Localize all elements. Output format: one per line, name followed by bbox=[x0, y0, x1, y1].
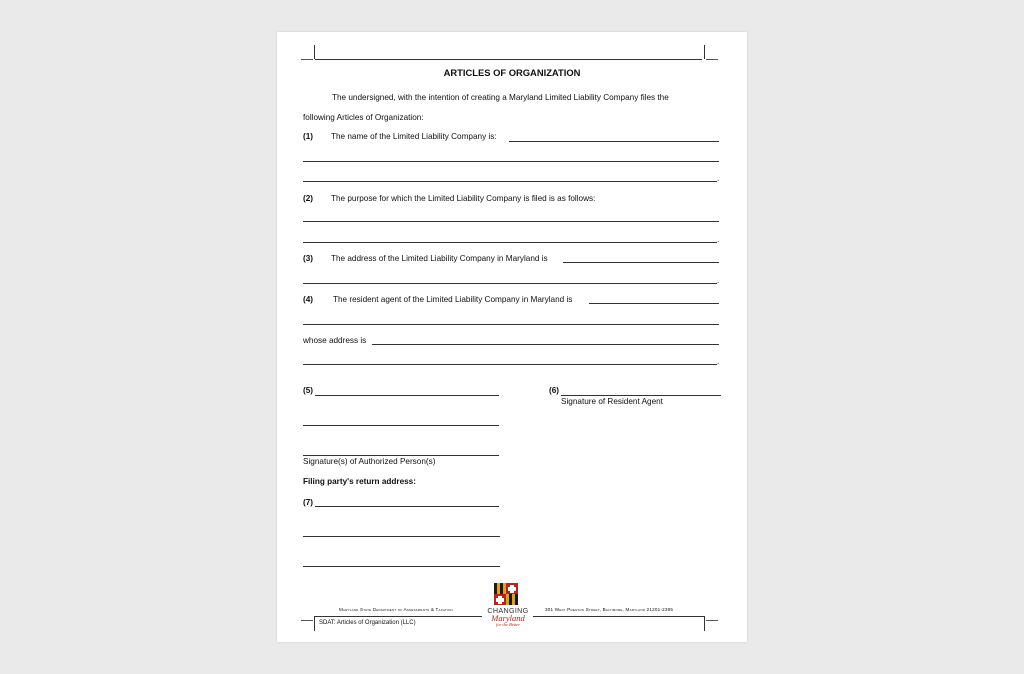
item-1-blank-line-2[interactable] bbox=[303, 161, 719, 162]
item-6-number: (6) bbox=[549, 386, 560, 395]
item-2-number: (2) bbox=[303, 194, 314, 203]
item-5-blank[interactable] bbox=[315, 395, 499, 396]
logo-maryland: Maryland bbox=[491, 613, 525, 623]
item-4-number: (4) bbox=[303, 295, 314, 304]
item-2-text: The purpose for which the Limited Liability Company is filed is as follows: bbox=[331, 194, 596, 203]
intro-line-1: The undersigned, with the intention of creating a Maryland Limited Liability Company files the bbox=[332, 93, 669, 102]
item-2-period: . bbox=[717, 235, 720, 244]
footer-address: 301 West Preston Street, Baltimore, Maryland 21201-2395 bbox=[545, 607, 674, 612]
whose-address-blank-line-2[interactable] bbox=[303, 364, 717, 365]
item-1-period: . bbox=[717, 174, 720, 183]
item-1-number: (1) bbox=[303, 132, 314, 141]
item-2-blank-line-1[interactable] bbox=[303, 221, 719, 222]
item-2-blank-line-2[interactable] bbox=[303, 242, 717, 243]
header-rule-right bbox=[706, 59, 718, 60]
header-tick-right bbox=[704, 45, 705, 59]
header-rule bbox=[315, 59, 702, 60]
item-7-blank-line-3[interactable] bbox=[303, 566, 500, 567]
item-7-blank-line-2[interactable] bbox=[303, 536, 500, 537]
item-4-blank-line-2[interactable] bbox=[303, 324, 719, 325]
footer-rule-left bbox=[301, 620, 313, 621]
item-1-blank-line-3[interactable] bbox=[303, 181, 717, 182]
document-page bbox=[277, 32, 747, 642]
footer-box-right bbox=[704, 616, 705, 631]
logo-tagline: for the Better bbox=[496, 622, 520, 627]
item-3-blank[interactable] bbox=[563, 262, 719, 263]
item-7-blank[interactable] bbox=[315, 506, 499, 507]
footer-rule-right bbox=[706, 620, 718, 621]
footer-box-top bbox=[314, 616, 482, 617]
item-4-text: The resident agent of the Limited Liability Company in Maryland is bbox=[333, 295, 573, 304]
form-label: SDAT: Articles of Organization (LLC) bbox=[319, 620, 416, 626]
item-3-blank-line-2[interactable] bbox=[303, 283, 717, 284]
whose-address-period: . bbox=[717, 357, 720, 366]
item-6-blank[interactable] bbox=[561, 395, 721, 396]
item-4-blank[interactable] bbox=[589, 303, 719, 304]
signature-authorized-label: Signature(s) of Authorized Person(s) bbox=[303, 457, 436, 466]
item-3-number: (3) bbox=[303, 254, 314, 263]
header-tick-left bbox=[314, 45, 315, 59]
maryland-flag-logo-icon bbox=[493, 582, 519, 606]
logo-changing: CHANGING bbox=[487, 606, 529, 615]
item-5-blank-line-3[interactable] bbox=[303, 455, 499, 456]
item-5-blank-line-2[interactable] bbox=[303, 425, 499, 426]
header-rule-left bbox=[301, 59, 313, 60]
item-7-number: (7) bbox=[303, 498, 314, 507]
item-5-number: (5) bbox=[303, 386, 314, 395]
item-1-blank[interactable] bbox=[509, 141, 719, 142]
footer-box-left bbox=[314, 616, 315, 631]
filing-return-label: Filing party's return address: bbox=[303, 477, 416, 486]
whose-address-label: whose address is bbox=[303, 336, 367, 345]
whose-address-blank[interactable] bbox=[372, 344, 719, 345]
item-3-period: . bbox=[717, 276, 720, 285]
footer-agency: Maryland State Department of Assessments & Taxation bbox=[339, 607, 453, 612]
document-title: ARTICLES OF ORGANIZATION bbox=[443, 67, 581, 78]
signature-resident-agent-label: Signature of Resident Agent bbox=[561, 397, 663, 406]
item-3-text: The address of the Limited Liability Company in Maryland is bbox=[331, 254, 548, 263]
intro-line-2: following Articles of Organization: bbox=[303, 113, 424, 122]
footer-box-top-right bbox=[533, 616, 704, 617]
item-1-text: The name of the Limited Liability Company is: bbox=[331, 132, 497, 141]
